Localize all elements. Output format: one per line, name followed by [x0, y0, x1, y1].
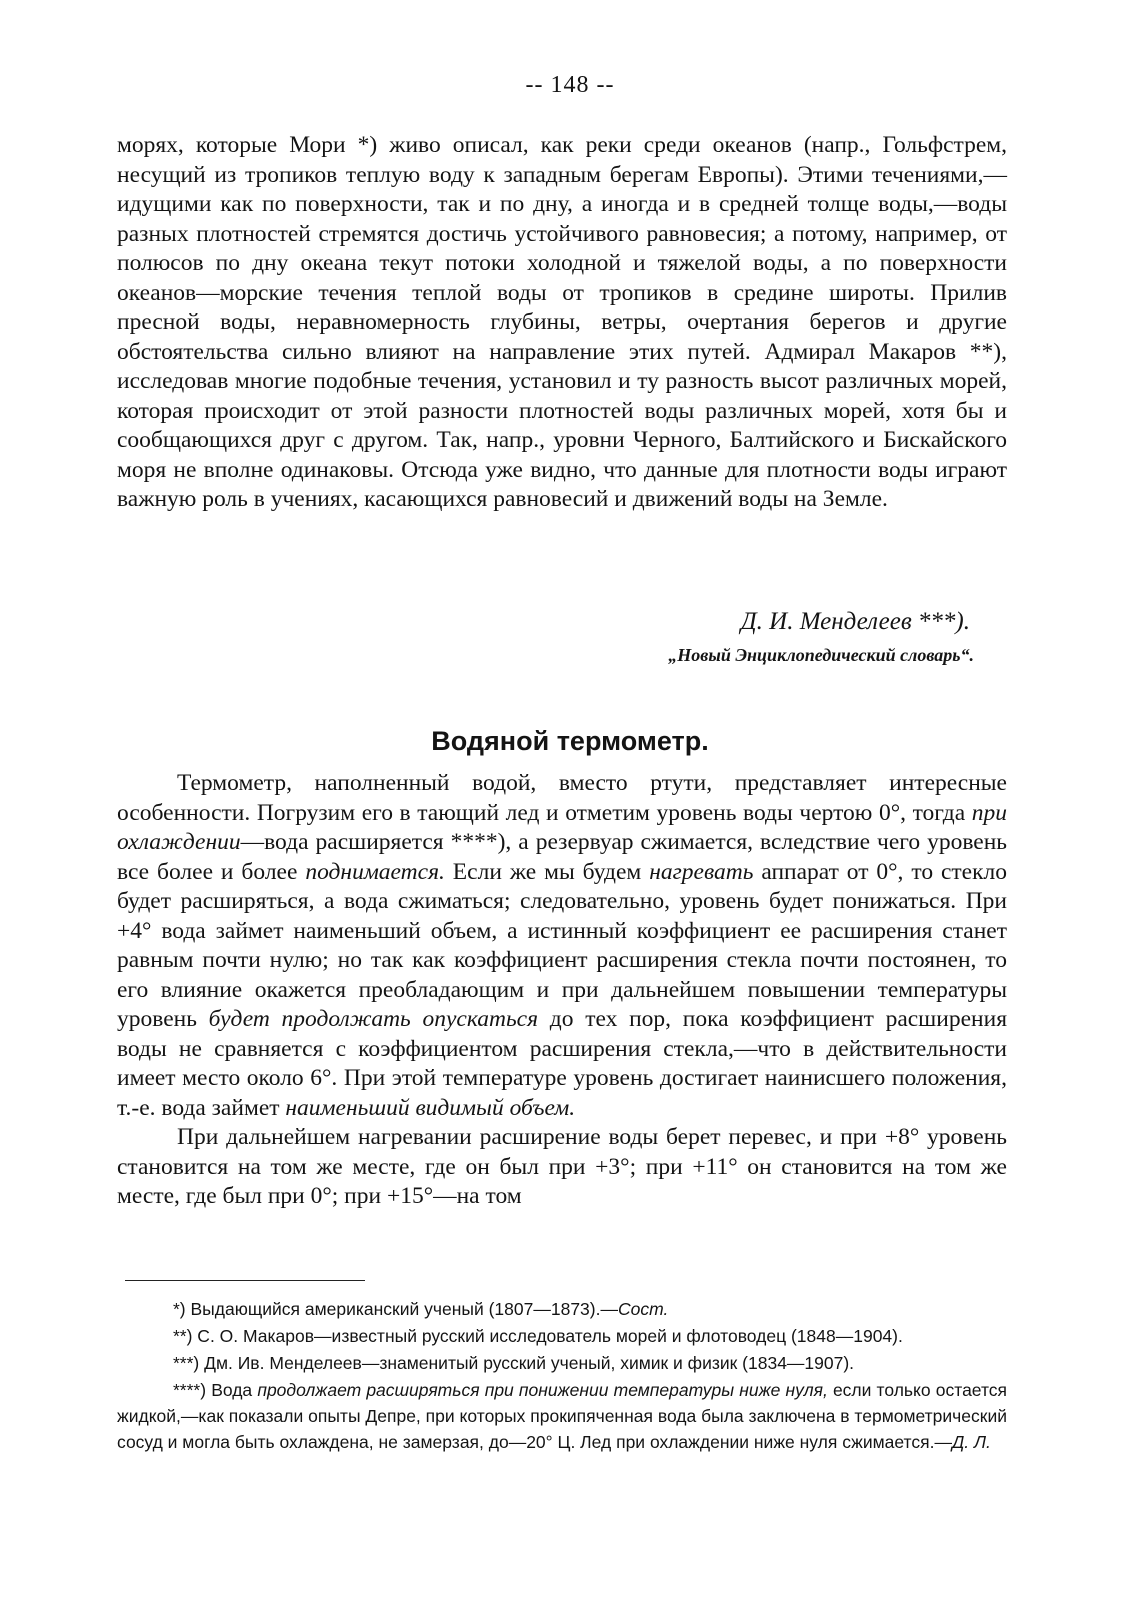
p1-italic-d: поднимается. — [305, 858, 445, 885]
footnote-2: **) С. О. Макаров—известный русский исследователь морей и флотоводец (1848—1904). — [173, 1326, 903, 1346]
top-passage — [117, 131, 1007, 515]
footnote-3: ***) Дм. Ив. Менделеев—знаменитый русский ученый, химик и физик (1834—1907). — [173, 1353, 855, 1373]
footnote-divider — [125, 1280, 365, 1281]
footnote-1 — [117, 1296, 1007, 1322]
footnote-4-italic-d: Д. Л. — [951, 1432, 991, 1452]
p1-text-i: до тех пор, пока коэффициент расширения воды не сравняется с коэффициентом расширения стекла,—что в действительности имеет место около 6°. При этой температуре уровень достигает наинисшего положения, т.-е. вода займет — [117, 1006, 1007, 1121]
p1-italic-h: будет продолжать опускаться — [208, 1006, 539, 1032]
p1-text-g: аппарат от 0°, то стекло будет расширяться, а вода сжиматься; следовательно, уровень будет понижаться. При +4° вода займет наименьший объем, а истинный коэффициент ее расширения станет равным почти нулю; но так как коэффициент расширения стекла почти постоянен, то его влияние окажется преобладающим и при дальнейшем повышении температуры уровень — [117, 858, 1008, 1032]
p1-italic-b: при охлаждении — [117, 799, 1007, 855]
page-number: -- 148 -- — [525, 72, 615, 98]
signature-author: Д. И. Менделеев ***). — [740, 608, 970, 635]
footnote-4-italic-b: продолжает расширяться при понижении температуры ниже нуля, — [257, 1380, 828, 1400]
footnote-1-text: *) Выдающийся американский ученый (1807—1873).— — [173, 1299, 618, 1319]
section-paragraph-1 — [117, 769, 1007, 1123]
section-heading: Водяной термометр. — [431, 726, 709, 756]
p1-text-e: Если же мы будем — [444, 858, 650, 885]
signature-source: „Новый Энциклопедический словарь“. — [668, 645, 974, 665]
p1-italic-j: наименьший видимый объем. — [285, 1094, 576, 1121]
p1-text-c: —вода расширяется ****), а резервуар сжимается, вследствие чего уровень все более и более — [117, 829, 1007, 885]
top-passage-paragraph: морях, которые Мори *) живо описал, как реки среди океанов (напр., Гольфстрем, несущий из тропиков теплую воду к западным берегам Европы). Этими течениями,—идущими как по поверхности, так и по дну, а иногда и в средней толще воды,—воды разных плотностей стремятся достичь устойчивого равновесия; а потому, например, от полюсов по дну океана текут потоки холодной и тяжелой воды, а по поверхности океанов—морские течения теплой воды от тропиков в средине широты. Прилив пресной воды, неравномерность глубины, ветры, очертания берегов и другие обстоятельства сильно влияют на направление этих путей. Адмирал Макаров **), исследовав многие подобные течения, установил и ту разность высот различных морей, которая происходит от этой разности плотностей воды различных морей, хотя бы и сообщающихся друг с другом. Так, напр., уровни Черного, Балтийского и Бискайского моря не вполне одинаковы. Отсюда уже видно, что данные для плотности воды играют важную роль в учениях, касающихся равновесий и движений воды на Земле. — [117, 132, 1007, 512]
footnote-4-text-c: если только остается жидкой,—как показали опыты Депре, при которых прокипяченная вода была заключена в термометрический сосуд и могла быть охлаждена, не замерзая, до—20° Ц. Лед при охлаждении ниже нуля сжимается.— — [117, 1380, 1007, 1452]
footnote-4-text-a: ****) Вода — [173, 1380, 258, 1400]
footnote-4 — [117, 1377, 1007, 1455]
footnote-1-italic: Сост. — [617, 1299, 669, 1319]
section-paragraph-2: При дальнейшем нагревании расширение воды берет перевес, и при +8° уровень становится на том же месте, где он был при +3°; при +11° он становится на том же месте, где был при 0°; при +15°—на том — [117, 1124, 1007, 1209]
p1-italic-f: нагревать — [649, 858, 754, 885]
p1-text-a: Термометр, наполненный водой, вместо ртути, представляет интересные особенности. Погрузим его в тающий лед и отметим уровень воды чертою 0°, тогда — [117, 770, 1007, 826]
footnotes — [117, 1296, 1007, 1456]
section-body — [117, 769, 1007, 1212]
